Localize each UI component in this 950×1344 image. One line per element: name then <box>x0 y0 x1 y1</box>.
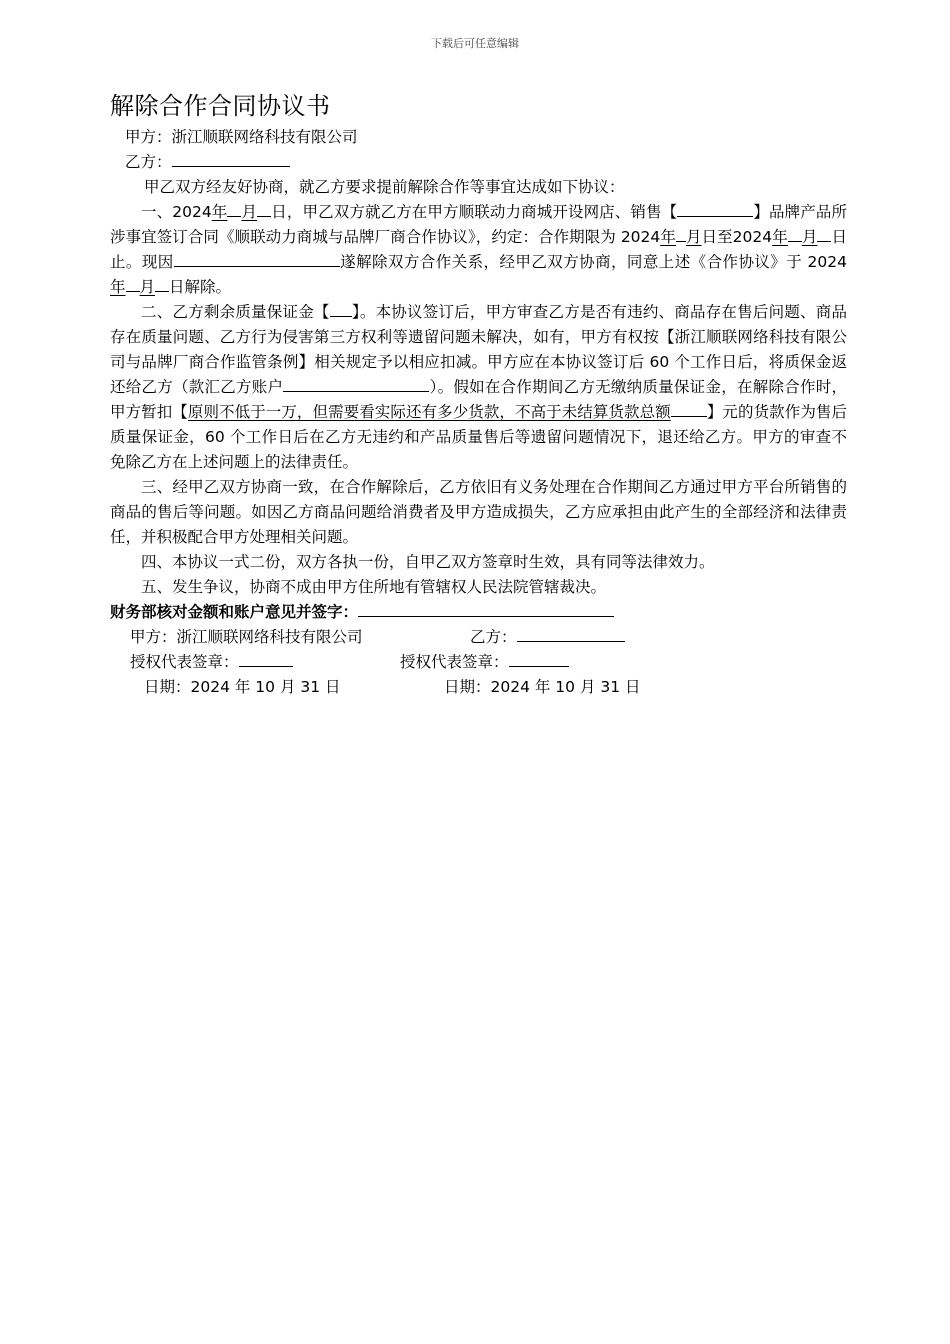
signature-party-a: 甲方：浙江顺联网络科技有限公司 <box>130 628 363 646</box>
party-b-blank[interactable] <box>172 150 290 167</box>
auth-sign-a: 授权代表签章： <box>130 650 400 675</box>
withhold-amount-note: 原则不低于一万，但需要看实际还有多少货款，不高于未结算货款总额 <box>187 403 671 421</box>
signature-auth-row <box>110 650 847 675</box>
signature-party-b: 乙方： <box>470 625 625 650</box>
clause-4: 四、本协议一式二份，双方各执一份，自甲乙双方签章时生效，具有同等法律效力。 <box>141 553 715 571</box>
finance-signoff-line: 财务部核对金额和账户意见并签字： <box>110 600 847 625</box>
reason-blank[interactable] <box>174 250 340 267</box>
page-header-note: 下载后可任意编辑 <box>431 37 519 50</box>
clause-1: 一、2024年 月 日，甲乙双方就乙方在甲方顺联动力商城开设网店、销售【 】品牌产品所涉事宜签订合同《顺联动力商城与品牌厂商合作协议》，约定：合作期限为 2024年 月日至2024年 月 日止。现因 遂解除双方合作关系，经甲乙双方协商，同意上述《合作协议》于 2024年 月 日解除。 <box>110 200 847 300</box>
clause-3: 三、经甲乙双方协商一致，在合作解除后，乙方依旧有义务处理在合作期间乙方通过甲方平台所销售的商品的售后等问题。如因乙方商品问题给消费者及甲方造成损失，乙方应承担由此产生的全部经济和法律责任，并积极配合甲方处理相关问题。 <box>110 478 847 546</box>
party-b-line <box>110 150 847 175</box>
clause-5: 五、发生争议，协商不成由甲方住所地有管辖权人民法院管辖裁决。 <box>141 578 607 596</box>
deposit-blank[interactable] <box>330 300 352 317</box>
signature-parties-row <box>110 625 847 650</box>
auth-sign-b: 授权代表签章： <box>400 650 569 675</box>
finance-signature-blank[interactable] <box>358 600 614 617</box>
brand-blank[interactable] <box>677 200 753 217</box>
document-title: 解除合作合同协议书 <box>110 92 331 120</box>
document-body <box>110 125 847 700</box>
intro-paragraph: 甲乙双方经友好协商，就乙方要求提前解除合作等事宜达成如下协议： <box>144 178 625 196</box>
party-a-line: 甲方：浙江顺联网络科技有限公司 <box>125 128 358 146</box>
account-blank[interactable] <box>283 375 429 392</box>
date-a: 日期：2024 年 10 月 31 日 <box>144 678 341 696</box>
clause-2: 二、乙方剩余质量保证金【 】。本协议签订后，甲方审查乙方是否有违约、商品存在售后问题、商品存在质量问题、乙方行为侵害第三方权利等遗留问题未解决，如有，甲方有权按【浙江顺联网络科技有限公司与品牌厂商合作监管条例】相关规定予以相应扣减。甲方应在本协议签订后 60 个工作日后，将质保金返还给乙方（款汇乙方账户 ）。假如在合作期间乙方无缴纳质量保证金，在解除合作时，甲方暂扣【原则不低于一万，但需要看实际还有多少货款，不高于未结算货款总额 】元的货款作为售后质量保证金，60 个工作日后在乙方无违约和产品质量售后等遗留问题情况下，退还给乙方。甲方的审查不免除乙方在上述问题上的法律责任。 <box>110 300 847 475</box>
signature-date-row <box>110 675 847 700</box>
date-b: 日期：2024 年 10 月 31 日 <box>444 678 641 696</box>
party-b-label: 乙方： <box>125 153 172 171</box>
